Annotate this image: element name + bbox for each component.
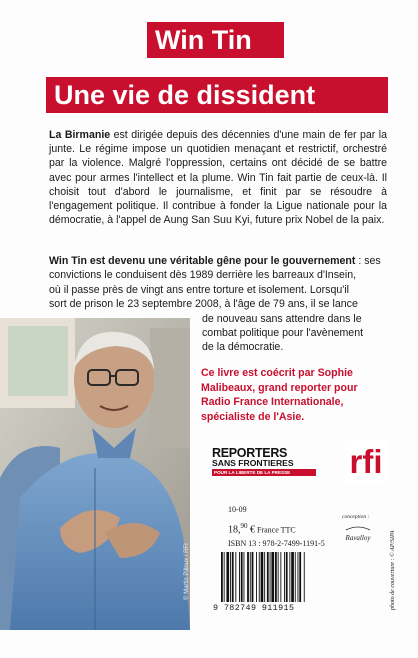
barcode-bar [244,552,245,602]
barcode-bar [224,552,225,602]
barcode-bar [232,552,234,602]
barcode-bar [259,552,260,602]
barcode-bar [275,552,277,602]
paragraph1-text: est dirigée depuis des décennies d'une main de fer par la junte. Le régime impose un quotidien menaçant et restrictif, orchestré par la violence. Malgré l'oppression, certains ont décidé de se battre avec pour armes l'intellect et la plume. Win Tin fait partie de ceux-là. Il choisit tout d'abord le journalisme, et finit par se résoudre à l'engagement politique. Il contribue à fonder la Ligue nationale pour la démocratie, à l'appel de Aung San Suu Kyi, future prix Nobel de la paix. [49,129,387,227]
barcode-number: 9 782749 911915 [213,603,295,613]
rsf-logo-line1: REPORTERS [212,446,288,460]
paragraph2-line4: sort de prison le 23 septembre 2008, à l'âge de 79 ans, il se lance [49,298,358,311]
barcode-bar [267,552,269,602]
rfi-logo [345,440,387,482]
barcode-bar [250,552,251,602]
barcode-bar [252,552,254,602]
paragraph2-line1: Win Tin est devenu une véritable gêne pour le gouvernement : ses [49,255,381,267]
paragraph2-line5: de nouveau sans attendre dans le [202,312,362,325]
barcode-bar [226,552,229,602]
barcode-bar [284,552,285,602]
author-portrait-photo [0,318,190,630]
barcode-bar [270,552,271,602]
paragraph2-line7: de la démocratie. [202,341,284,354]
edition-code: 10-09 [228,505,247,514]
book-subtitle-banner: Une vie de dissident [46,77,388,113]
author-title-banner: Win Tin [147,22,284,58]
paragraph2-line2: convictions le conduisent dès 1989 derrière les barreaux d'Insein, [49,269,357,282]
barcode-bar [256,552,257,602]
barcode [219,552,333,604]
paragraph2-line6: combat politique pour l'avènement [202,327,364,340]
coauthor-note: Ce livre est coécrit par Sophie Malibeaux, grand reporter pour Radio France Internationale, spécialiste de l'Asie. [201,367,358,423]
barcode-bar [271,552,274,602]
conception-logo [343,524,373,548]
barcode-bar [241,552,243,602]
synopsis-paragraph-1 [49,128,387,229]
cover-photo-credit: photo de couverture : © AP/SIPA [390,530,396,610]
barcode-bar [280,552,281,602]
barcode-bar [261,552,264,602]
barcode-bar [247,552,249,602]
paragraph2-lead: Win Tin est devenu une véritable gêne pour le gouvernement [49,255,356,267]
barcode-bar [299,552,301,602]
conception-label: conception : [342,514,370,520]
barcode-bar [239,552,240,602]
photo-credit: © Martin Pilloux / RFI [184,543,190,600]
barcode-bar [291,552,294,602]
paragraph2-line3: où il passe près de vingt ans entre torture et isolement. Lorsqu'il [49,283,349,296]
barcode-bar [295,552,296,602]
barcode-bar [221,552,223,602]
barcode-bar [298,552,299,602]
paragraph1-lead: La Birmanie [49,129,111,141]
barcode-bar [278,552,279,602]
rsf-logo [212,447,316,477]
barcode-bar [264,552,265,602]
price: 18,90 € France TTC [228,522,296,536]
barcode-bar [289,552,290,602]
rsf-logo-line2: SANS FRONTIERES [212,458,294,468]
rsf-logo-line3: POUR LA LIBERTE DE LA PRESSE [212,469,316,476]
barcode-bar [286,552,288,602]
barcode-bar [304,552,305,602]
isbn: ISBN 13 : 978-2-7499-1191-5 [228,539,325,548]
barcode-bar [235,552,236,602]
conception-logo-text: Ravalloy [345,534,371,542]
rfi-logo-text: rfi [349,443,383,480]
barcode-bar [230,552,231,602]
